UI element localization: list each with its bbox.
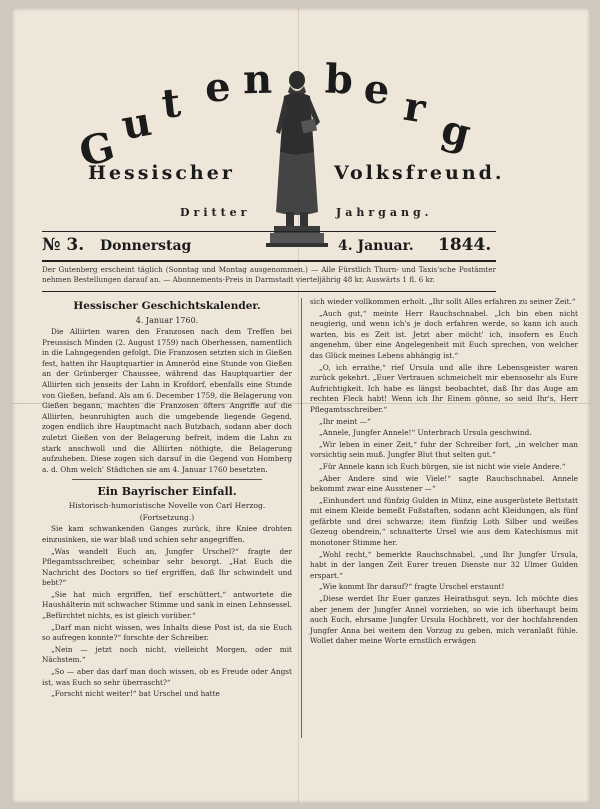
left-column — [42, 298, 292, 701]
masthead-letter: b — [324, 55, 354, 104]
issue-year: 1844. — [438, 235, 492, 255]
story-paragraph: „Auch gut,“ meinte Herr Rauchschnabel. „Ich bin eben nicht neugierig, und wenn ich's je doch erfahren werde, so kann ich auch warten, bis es Zeit ist. Jetzt aber möcht' ich, insofern es Euch angenehm, über eine Angelegenheit mit Euch sprechen, von welcher das Glück meines Lebens abhängig ist.“ — [310, 308, 578, 360]
story-paragraph: „Wohl recht,“ bemerkte Rauchschnabel, „und Ihr Jungfer Ursula, habt in der langen Zeit Eurer treuen Dienste nur 32 Ulmer Gulden erspart.“ — [310, 549, 578, 580]
story-paragraph: „Aber Andere sind wie Viele!“ sagte Rauchschnabel. Annele bekommt zwar eine Ausstener —“ — [310, 473, 578, 494]
issue-number: № 3. — [42, 235, 85, 255]
masthead-letter: G — [74, 122, 120, 177]
story-paragraph: „Für Annele kann ich Euch bürgen, sie ist nicht wie viele Andere.“ — [319, 461, 566, 471]
notice-rule — [42, 291, 496, 292]
story-continued: (Fortsetzung.) — [139, 513, 195, 523]
story-paragraph: „Wie kommt Ihr darauf?“ fragte Urschel erstaunt! — [319, 582, 505, 592]
right-column — [310, 297, 578, 648]
story-continuation-text — [310, 297, 578, 647]
story-paragraph: „Einhundert und fünfzig Gulden in Münz, eine ausgerüstete Bettstatt mit einem Kleide bemeßt Fußstaften, sodann acht Kleidungen, als fünf gefärbte und drei schwarze; item fünfzig Loth Silber und weißes Gezeug obendrein,“ schnatterte Ursel wie aus dem Katechismus mit monotoner Stimme her. — [310, 495, 578, 548]
story-paragraph: „Forscht nicht weiter!“ bat Urschel und hatte — [51, 689, 220, 699]
masthead-letter: e — [362, 64, 392, 115]
calendar-heading: Hessischer Geschichtskalender. — [73, 300, 261, 312]
story-paragraph: sich wieder vollkommen erholt. „Ihr sollt Alles erfahren zu seiner Zeit.“ — [310, 297, 576, 306]
masthead-letter: n — [242, 55, 273, 104]
calendar-date: 4. Januar 1760. — [135, 316, 199, 325]
story-subtitle: Historisch-humoristische Novelle von Carl Herzog. — [68, 501, 266, 511]
volume-label-left: Dritter — [180, 206, 251, 219]
masthead-letter: r — [400, 82, 429, 133]
volume-label-right: Jahrgang. — [336, 206, 433, 219]
story-paragraph: Sie kam schwankenden Ganges zurück, ihre Kniee drohten einzusinken, sie war blaß und schien sehr angegriffen. — [42, 524, 292, 544]
story-text — [42, 524, 292, 700]
story-paragraph: „O, ich errathe,“ rief Ursula und alle ihre Lebensgeister waren zurück gekehrt. „Euer Vertrauen schmeichelt mir ebensosehr als Eure Aufrichtigkeit. Ich habe es längst beobachtet, daß Ihr das Auge am rechten Fleck habt! Wenn ich Ihr Einem gönne, so seid Ihr's, Herr Pflegamtsschreiber.“ — [310, 362, 578, 414]
column-separator — [301, 298, 302, 738]
dateline-bottom-rule — [42, 260, 496, 262]
story-paragraph: „Annele, Jungfer Annele!“ Unterbrach Ursula geschwind. — [319, 428, 532, 438]
story-paragraph: „Diese werdet Ihr Euer ganzes Heirathsgut seyn. Ich möchte dies aber jenem der Jungfer Annel vorziehen, so wie ich überhaupt beim auch Euch, ehrsame Jungfer Ursula Hochbrett, vor der hochfahrenden Jungfer Anna bei weitem den Vorzug zu geben, mich veranlaßt fühle. Wollet daher meine Worte ernstlich erwägen — [310, 594, 578, 646]
masthead-subtitle-right: Volksfreund. — [334, 162, 505, 184]
calendar-text — [42, 327, 292, 475]
gutenberg-statue-illustration — [262, 62, 332, 248]
story-paragraph: „So — aber das darf man doch wissen, ob es Freude oder Angst ist, was Euch so sehr überrascht?“ — [42, 667, 292, 687]
newspaper-page — [12, 8, 590, 803]
story-paragraph: „Nein — jetzt noch nicht, vielleicht Morgen, oder mit Nächstem.“ — [42, 644, 292, 665]
subscription-notice: Der Gutenberg erscheint täglich (Sonntag und Montag ausgenommen.) — Alle Fürstlich Thurn- und Taxis'sche Postämter nehmen Bestellungen darauf an. — Abonnements-Preis in Darmstadt vierteljährig 48 kr. Auswärts 1 fl. 6 kr. — [42, 265, 496, 284]
masthead-letter: t — [159, 79, 183, 128]
story-heading: Ein Bayrischer Einfall. — [97, 485, 237, 499]
dateline — [42, 233, 494, 259]
story-paragraph: „Sie hat mich ergriffen, tief erschüttert,“ antwortete die Haushälterin mit schwacher Stimme und sank in einen Lehnsessel. „Befürchtet nichts, es ist gleich vorüber.“ — [42, 589, 292, 621]
calendar-paragraph: Die Alliirten waren den Franzosen nach dem Treffen bei Preussisch Minden (2. August 1759) nach Oberhessen, namentlich in die Lahngegenden gefolgt. Die Franzosen setzten sich in Gießen fest, hatten ihr Hauptquartier in Amneröd eine Stunde von Gießen an der Grünberger Chaussee, während das Hauptquartier der Alliirten sich jenseits der Lahn in Krofdorf, ebenfalls eine Stunde von Gießen, befand. Als am 6. December 1759, die Belagerung von Gießen begann, machten die Franzosen öfters Angriffe auf die Alliirten, beunruhigten auch die umgebende liegende Gegend, zogen endlich ihre Hauptmacht nach Butzbach, sodann aber doch zuletzt Gießen von der Belagerung befreit, indem die Lahn zu stark anschwoll und die Alliirten nöthigte, die Belagerung aufzuheben. Diese zogen sich darauf in die Gegend von Homberg a. d. Ohm welch' Städtchen sie am 4. Januar 1760 besetzten. — [42, 327, 292, 474]
story-paragraph: „Ihr meint —“ — [319, 416, 371, 426]
issue-date: 4. Januar. — [338, 238, 414, 254]
issue-weekday: Donnerstag — [100, 238, 192, 254]
section-divider — [72, 479, 262, 480]
story-paragraph: „Darf man nicht wissen, wes Inhalts diese Post ist, da sie Euch so aufregen konnte?“ forschte der Schreiber. — [42, 622, 292, 643]
masthead-letter: e — [203, 63, 232, 112]
story-paragraph: „Was wandelt Euch an, Jungfer Urschel?“ fragte der Pflegamtsschreiber, scheinbar sehr besorgt. „Hat Euch die Nachricht des Doctors so tief ergriffen, daß Ihr schwindelt und bebt?“ — [42, 546, 292, 588]
masthead-letter: g — [436, 105, 476, 158]
dateline-top-rule — [42, 231, 496, 232]
masthead-subtitle-left: Hessischer — [88, 162, 235, 184]
masthead-letter: u — [118, 97, 155, 150]
story-paragraph: „Wir leben in einer Zeit,“ fuhr der Schreiber fort, „in welcher man vorsichtig sein muß. Jungfer Blut thut selten gut.“ — [310, 439, 578, 460]
